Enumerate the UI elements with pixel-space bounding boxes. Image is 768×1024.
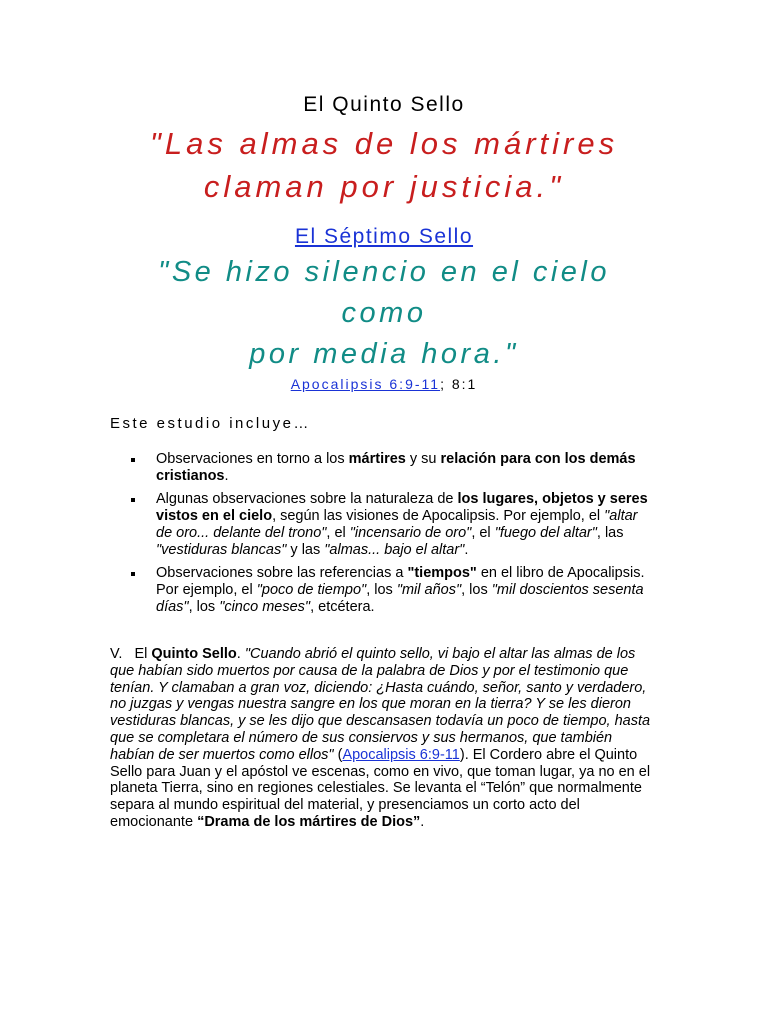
paragraph-text: ( bbox=[333, 746, 343, 763]
fifth-seal-quote-line2: claman por justicia." bbox=[203, 169, 565, 204]
seventh-seal-quote-line1: "Se hizo silencio en el cielo bbox=[158, 256, 610, 288]
seventh-seal-link[interactable]: El Séptimo Sello bbox=[294, 225, 474, 248]
scripture-reference bbox=[0, 374, 768, 394]
item-bold: mártires bbox=[348, 451, 406, 467]
reference-extra: 8:1 bbox=[451, 376, 478, 392]
item-text: . bbox=[464, 542, 469, 558]
fifth-seal-paragraph bbox=[110, 646, 658, 831]
item-italic: "fuego del altar" bbox=[494, 525, 597, 541]
item-text: y su bbox=[405, 451, 441, 467]
item-text: Algunas observaciones sobre la naturaleza de bbox=[156, 491, 458, 507]
bullet-icon bbox=[131, 458, 135, 462]
bullet-icon bbox=[131, 498, 135, 502]
item-text: , según las visiones de Apocalipsis. Por ejemplo, el bbox=[272, 508, 605, 524]
item-text: , los bbox=[188, 599, 220, 615]
item-italic: "incensario de oro" bbox=[349, 525, 472, 541]
item-italic: "mil doscientos sesenta días" bbox=[156, 582, 644, 615]
paragraph-reference-link[interactable]: Apocalipsis 6:9-11 bbox=[342, 746, 460, 763]
item-text: Observaciones en torno a los bbox=[156, 451, 349, 467]
item-bold: los lugares, objetos y seres vistos en el cielo bbox=[156, 491, 648, 524]
paragraph-prefix: V. El bbox=[110, 646, 152, 662]
item-text: Observaciones sobre las referencias a bbox=[156, 565, 408, 581]
reference-link[interactable]: Apocalipsis 6:9-11 bbox=[290, 376, 441, 392]
seventh-seal-heading bbox=[0, 224, 768, 250]
item-italic: "altar de oro... delante del trono" bbox=[156, 508, 638, 541]
item-text: , etcétera. bbox=[310, 599, 375, 615]
paragraph-quote: "Cuando abrió el quinto sello, vi bajo el altar las almas de los que habían sido muertos por causa de la palabra de Dios y por el testimonio que tenían. Y clamaban a gran voz, diciendo: ¿Hasta cuándo, señor, santo y verdadero, no juzgas y vengas nuestra sangre en los que moran en la tierra? Y se les dieron vestiduras blancas, y se les dijo que descansasen todavía un poco de tiempo, hasta que se completara el número de sus consiervos y sus hermanos, que también habían de ser muertos como ellos" bbox=[110, 646, 651, 763]
list-item bbox=[110, 451, 650, 485]
list-item bbox=[110, 491, 650, 559]
item-italic: "mil años" bbox=[396, 582, 462, 598]
item-italic: "almas... bajo el altar" bbox=[324, 542, 465, 558]
paragraph-text: ). El Cordero abre el Quinto Sello para Juan y el apóstol ve escenas, como en vivo, que toman lugar, ya no en el planeta Tierra, sino en regiones celestiales. Se levanta el “Telón” que normalmente separa al mundo espiritual del material, y presenciamos un corto acto del emocionante bbox=[110, 746, 651, 830]
item-italic: "poco de tiempo" bbox=[256, 582, 367, 598]
seventh-seal-quote-line3: por media hora." bbox=[249, 338, 519, 370]
item-text: , el bbox=[471, 525, 495, 541]
paragraph-bold: “Drama de los mártires de Dios” bbox=[197, 813, 421, 830]
seventh-seal-quote bbox=[0, 252, 768, 375]
seventh-seal-quote-line2: como bbox=[341, 297, 427, 329]
item-text: , los bbox=[366, 582, 397, 598]
document-title: El Quinto Sello bbox=[303, 93, 465, 116]
item-text: , las bbox=[596, 525, 624, 541]
item-text: en el libro de Apocalipsis. Por ejemplo, el bbox=[156, 565, 645, 598]
reference-separator: ; bbox=[440, 376, 452, 392]
item-bold: relación para con los demás cristianos bbox=[156, 451, 636, 484]
paragraph-bold: Quinto Sello bbox=[151, 646, 237, 662]
item-text: , los bbox=[461, 582, 492, 598]
item-text: , el bbox=[326, 525, 350, 541]
item-italic: "vestiduras blancas" bbox=[156, 542, 287, 558]
includes-heading: Este estudio incluye… bbox=[110, 415, 311, 432]
study-topics-list bbox=[110, 451, 650, 622]
paragraph-text: . bbox=[236, 646, 245, 662]
item-italic: "cinco meses" bbox=[219, 599, 311, 615]
fifth-seal-quote-line1: "Las almas de los mártires bbox=[149, 126, 619, 161]
paragraph-text: . bbox=[420, 813, 425, 830]
list-item bbox=[110, 565, 650, 616]
item-text: . bbox=[224, 468, 229, 484]
bullet-icon bbox=[131, 572, 135, 576]
item-bold: "tiempos" bbox=[407, 565, 477, 581]
fifth-seal-quote bbox=[0, 122, 768, 208]
item-text: y las bbox=[286, 542, 325, 558]
